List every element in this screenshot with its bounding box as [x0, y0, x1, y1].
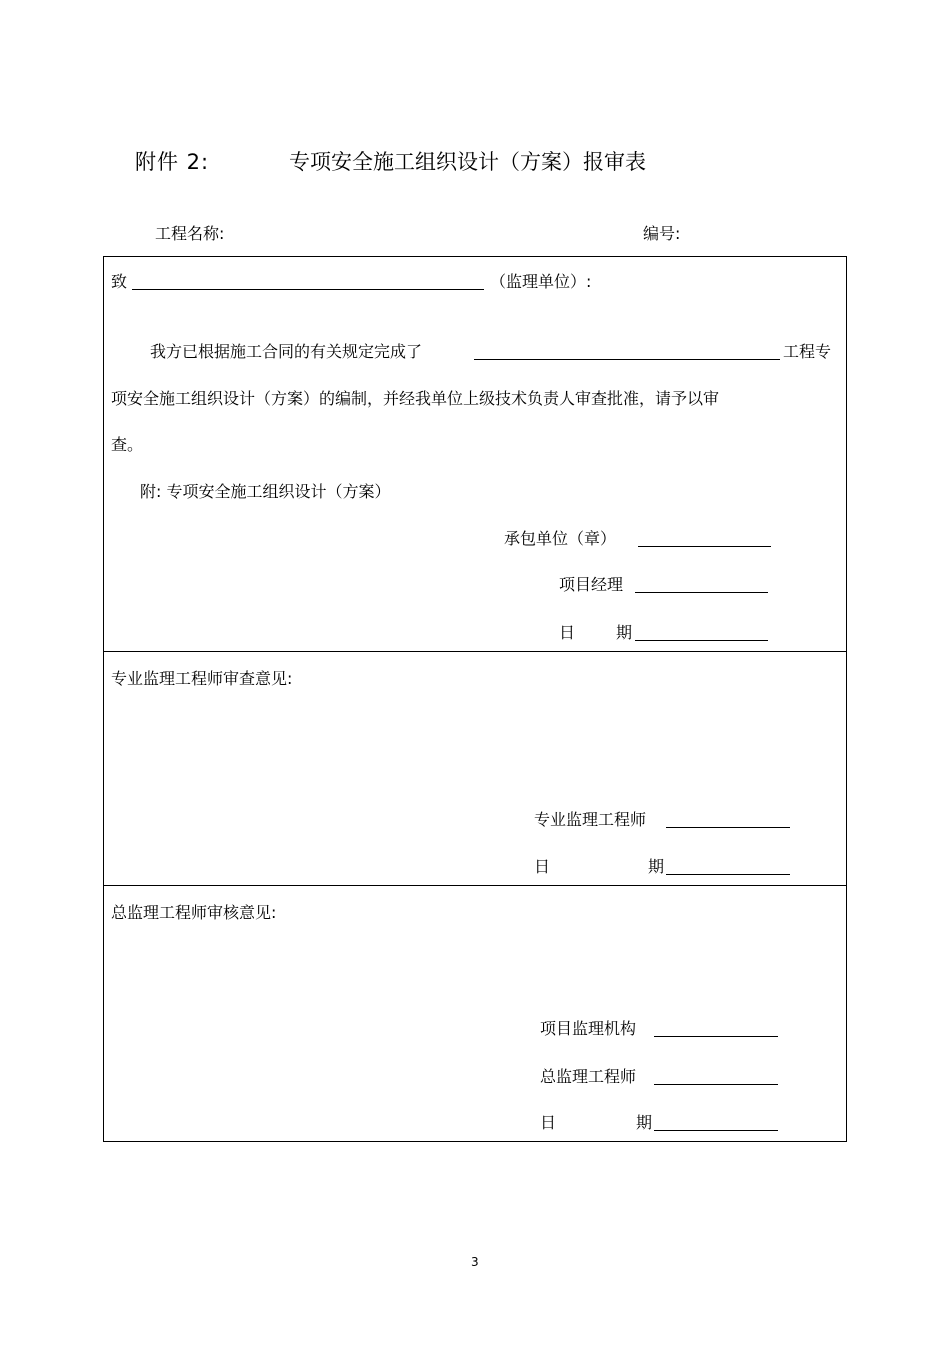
- specialist-engineer-label: 专业监理工程师: [534, 810, 647, 829]
- supervision-org-field[interactable]: [654, 1022, 778, 1041]
- body-line-3: 查。: [111, 435, 144, 454]
- date-label-ri: 日: [534, 857, 551, 876]
- chief-date-field[interactable]: [654, 1116, 778, 1135]
- page-number: 3: [471, 1255, 479, 1269]
- project-name-label: 工程名称:: [155, 224, 225, 243]
- contractor-date-field[interactable]: [635, 626, 768, 645]
- section-divider: [104, 651, 846, 652]
- to-prefix: 致: [111, 272, 128, 291]
- body-line-2: 项安全施工组织设计（方案）的编制，并经我单位上级技术负责人审查批准，请予以审: [111, 389, 720, 408]
- chief-review-heading: 总监理工程师审核意见:: [111, 903, 277, 922]
- project-manager-field[interactable]: [635, 578, 768, 597]
- date-label-ri: 日: [540, 1113, 557, 1132]
- section-divider: [104, 885, 846, 886]
- specialist-date-field[interactable]: [666, 860, 790, 879]
- project-manager-label: 项目经理: [559, 575, 624, 594]
- attachment-note: 附: 专项安全施工组织设计（方案）: [140, 482, 391, 501]
- page-title: 专项安全施工组织设计（方案）报审表: [289, 150, 646, 174]
- project-field[interactable]: [474, 345, 780, 364]
- review-form: [103, 256, 847, 1142]
- date-label-qi: 期: [616, 623, 633, 642]
- specialist-engineer-field[interactable]: [666, 813, 790, 832]
- body-line-1-end: 工程专: [783, 342, 832, 361]
- attachment-label: 附件 2:: [135, 150, 210, 174]
- supervisor-unit-field[interactable]: [132, 275, 484, 294]
- body-line-1: 我方已根据施工合同的有关规定完成了: [150, 342, 423, 361]
- date-label-qi: 期: [636, 1113, 653, 1132]
- to-suffix: （监理单位）:: [490, 272, 592, 291]
- specialist-review-heading: 专业监理工程师审查意见:: [111, 669, 293, 688]
- contractor-label: 承包单位（章）: [504, 529, 617, 548]
- chief-engineer-label: 总监理工程师: [540, 1067, 637, 1086]
- supervision-org-label: 项目监理机构: [540, 1019, 637, 1038]
- contractor-field[interactable]: [638, 532, 771, 551]
- date-label-ri: 日: [559, 623, 576, 642]
- chief-engineer-field[interactable]: [654, 1070, 778, 1089]
- date-label-qi: 期: [648, 857, 665, 876]
- number-label: 编号:: [643, 224, 681, 243]
